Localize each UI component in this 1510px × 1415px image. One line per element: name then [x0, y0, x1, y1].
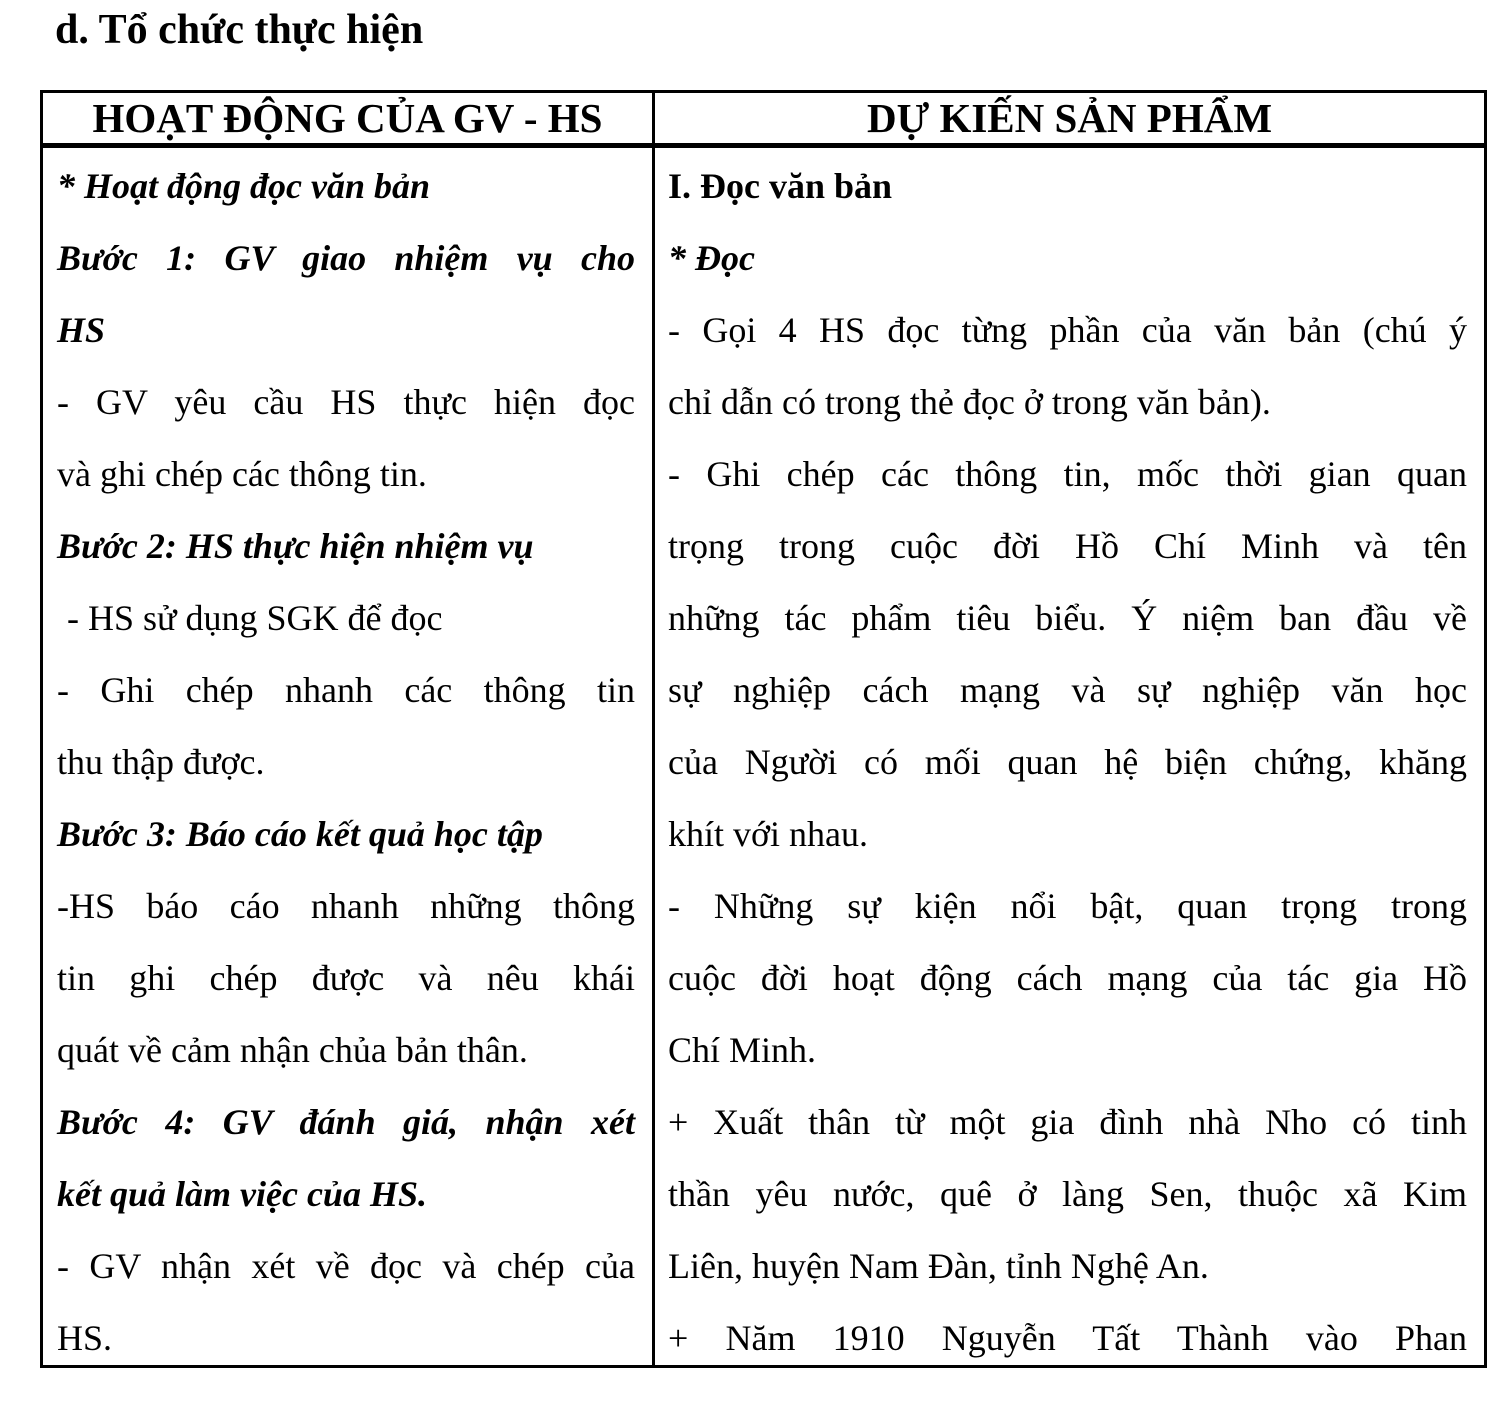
text-line: HS [57, 310, 106, 350]
paragraph [57, 222, 635, 366]
paragraph [57, 510, 635, 582]
paragraph [57, 798, 635, 870]
text-line: - Gọi 4 HS đọc từng phần của văn bản (chú ý [668, 310, 1467, 350]
text-line: tin ghi chép được và nêu khái [57, 958, 635, 998]
text-line: những tác phẩm tiêu biểu. Ý niệm ban đầu về [668, 598, 1467, 638]
paragraph [668, 222, 1467, 294]
text-line: Bước 3: Báo cáo kết quả học tập [57, 814, 543, 854]
section-title: d. Tổ chức thực hiện [55, 7, 424, 53]
paragraph [57, 582, 635, 654]
text-line: thu thập được. [57, 742, 265, 782]
text-line: -HS báo cáo nhanh những thông [57, 886, 635, 926]
text-line: - GV nhận xét về đọc và chép của [57, 1246, 635, 1286]
column-header-products: DỰ KIẾN SẢN PHẨM [866, 95, 1273, 141]
text-line: - Ghi chép nhanh các thông tin [57, 670, 635, 710]
text-line: Bước 1: GV giao nhiệm vụ cho [57, 238, 635, 278]
paragraph [57, 366, 635, 510]
text-line: - Ghi chép các thông tin, mốc thời gian quan [668, 454, 1467, 494]
text-line: - HS sử dụng SGK để đọc [67, 598, 443, 638]
table-body-row [43, 148, 1484, 1365]
paragraph [668, 438, 1467, 870]
text-line: * Hoạt động đọc văn bản [57, 166, 431, 206]
lesson-plan-table [40, 90, 1487, 1368]
text-line: và ghi chép các thông tin. [57, 454, 427, 494]
table-header-row [43, 93, 1484, 148]
text-line: * Đọc [668, 238, 755, 278]
text-line: cuộc đời hoạt động cách mạng của tác gia Hồ [668, 958, 1467, 998]
text-line: trọng trong cuộc đời Hồ Chí Minh và tên [668, 526, 1467, 566]
paragraph [668, 1086, 1467, 1302]
text-line: kết quả làm việc của HS. [57, 1174, 427, 1214]
cell-products [655, 148, 1484, 1365]
text-line: I. Đọc văn bản [668, 166, 893, 206]
text-line: Bước 2: HS thực hiện nhiệm vụ [57, 526, 534, 566]
text-line: + Xuất thân từ một gia đình nhà Nho có tinh [668, 1102, 1467, 1142]
text-line: quát về cảm nhận chủa bản thân. [57, 1030, 528, 1070]
paragraph [57, 870, 635, 1086]
paragraph [57, 654, 635, 798]
text-line: Chí Minh. [668, 1030, 817, 1070]
text-line: + Năm 1910 Nguyễn Tất Thành vào Phan [668, 1318, 1467, 1358]
text-line: sự nghiệp cách mạng và sự nghiệp văn học [668, 670, 1467, 710]
text-line: chỉ dẫn có trong thẻ đọc ở trong văn bản). [668, 382, 1271, 422]
paragraph [57, 1086, 635, 1230]
text-line: - Những sự kiện nổi bật, quan trọng trong [668, 886, 1467, 926]
text-line: thần yêu nước, quê ở làng Sen, thuộc xã Kim [668, 1174, 1467, 1214]
paragraph [668, 870, 1467, 1086]
paragraph [668, 294, 1467, 438]
text-line: khít với nhau. [668, 814, 869, 854]
text-line: - GV yêu cầu HS thực hiện đọc [57, 382, 635, 422]
text-line: Liên, huyện Nam Đàn, tỉnh Nghệ An. [668, 1246, 1209, 1286]
paragraph [57, 1230, 635, 1374]
text-line: Bước 4: GV đánh giá, nhận xét [57, 1102, 635, 1142]
paragraph [668, 150, 1467, 222]
text-line: HS. [57, 1318, 113, 1358]
paragraph [57, 150, 635, 222]
cell-activities [43, 148, 655, 1365]
column-header-activities: HOẠT ĐỘNG CỦA GV - HS [43, 93, 655, 143]
paragraph [668, 1302, 1467, 1374]
text-line: của Người có mối quan hệ biện chứng, khăng [668, 742, 1467, 782]
